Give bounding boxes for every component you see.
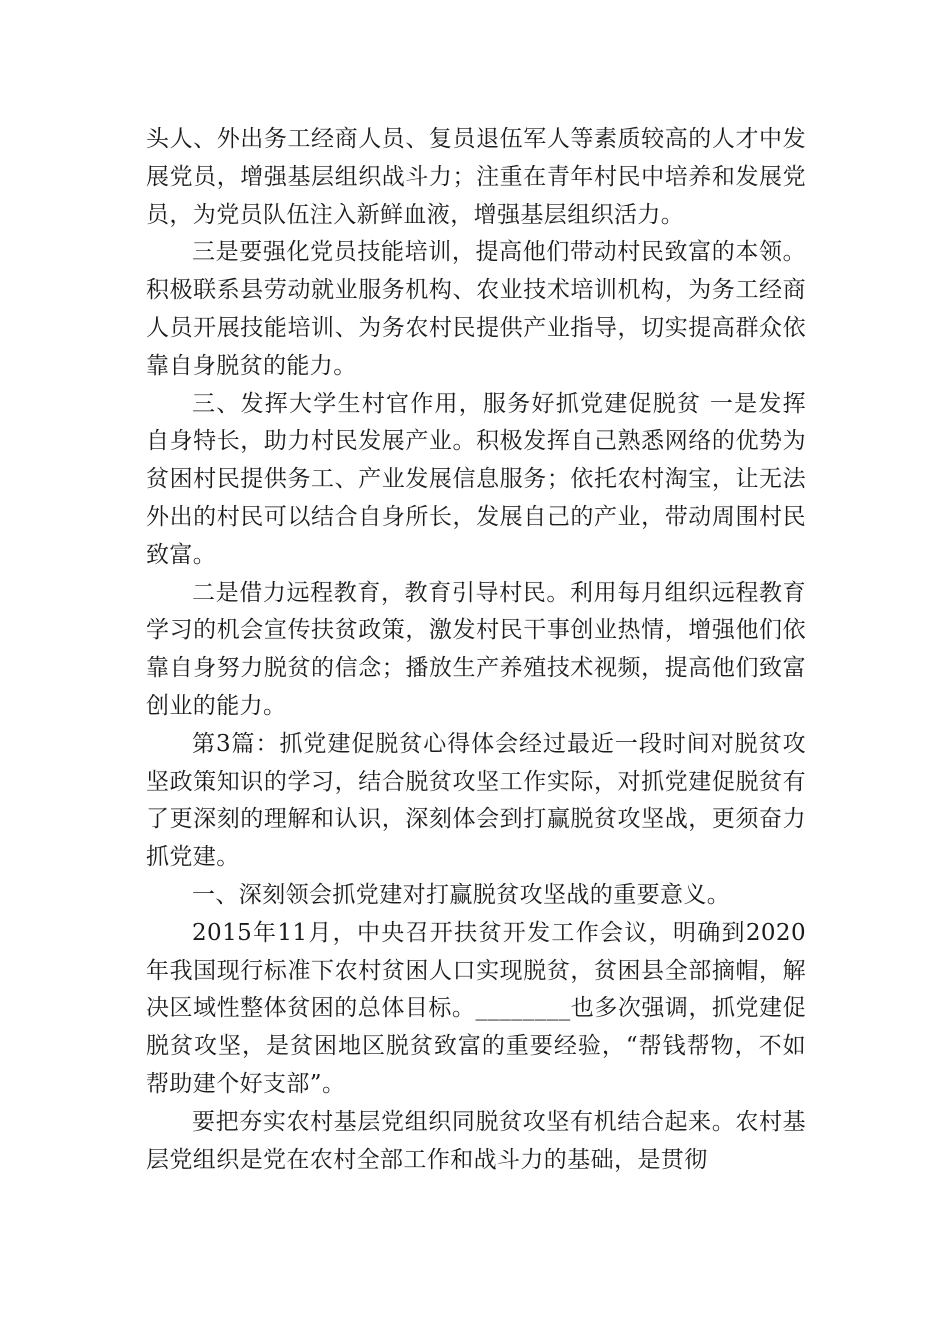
paragraph-continuation: 头人、外出务工经商人员、复员退伍军人等素质较高的人才中发展党员，增强基层组织战斗力；注重在青年村民中培养和发展党员，为党员队伍注入新鲜血液，增强基层组织活力。 [146, 126, 806, 228]
paragraph-skills-training: 三是要强化党员技能培训，提高他们带动村民致富的本领。积极联系县劳动就业服务机构、农业技术培训机构，为务工经商人员开展技能培训、为务农村民提供产业指导，切实提高群众依靠自身脱贫的能力。 [146, 239, 806, 379]
paragraph-remote-education: 二是借力远程教育，教育引导村民。利用每月组织远程教育学习的机会宣传扶贫政策，激发村民干事创业热情，增强他们依靠自身努力脱贫的信念；播放生产养殖技术视频，提高他们致富创业的能力。 [146, 579, 806, 719]
paragraph-article-three: 第3篇：抓党建促脱贫心得体会经过最近一段时间对脱贫攻坚政策知识的学习，结合脱贫攻坚工作实际，对抓党建促脱贫有了更深刻的理解和认识，深刻体会到打赢脱贫攻坚战，更须奋力抓党建。 [146, 730, 806, 871]
paragraph-village-official: 三、发挥大学生村官作用，服务好抓党建促脱贫 一是发挥自身特长，助力村民发展产业。积极发挥自己熟悉网络的优势为贫困村民提供务工、产业发展信息服务；依托农村淘宝，让无法外出的村民可以结合自身所长，发展自己的产业，带动周围村民致富。 [146, 390, 806, 568]
paragraph-grassroots-party: 要把夯实农村基层党组织同脱贫攻坚有机结合起来。农村基层党组织是党在农村全部工作和战斗力的基础，是贯彻 [146, 1108, 806, 1173]
paragraph-2015-meeting: 2015年11月，中央召开扶贫开发工作会议，明确到2020年我国现行标准下农村贫困人口实现脱贫，贫困县全部摘帽，解决区域性整体贫困的总体目标。________也多次强调，抓党建促脱贫攻坚，是贫困地区脱贫致富的重要经验，“帮钱帮物，不如帮助建个好支部”。 [146, 919, 806, 1097]
section-heading-significance: 一、深刻领会抓党建对打赢脱贫攻坚战的重要意义。 [192, 881, 731, 908]
document-body [146, 121, 806, 1179]
